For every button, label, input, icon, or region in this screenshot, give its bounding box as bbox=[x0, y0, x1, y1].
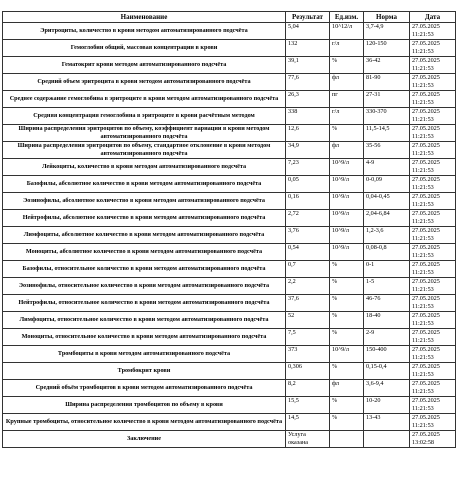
date-cell bbox=[410, 244, 456, 261]
date-value: 27.05.2025 bbox=[412, 74, 440, 81]
time-value: 11:21:53 bbox=[412, 132, 434, 140]
date-cell bbox=[410, 363, 456, 380]
time-value: 11:21:53 bbox=[412, 251, 434, 259]
date-cell bbox=[410, 57, 456, 74]
analyte-name-cell: Базофилы, относительное количество в крови методом автоматизированного подсчёта bbox=[3, 261, 286, 278]
time-value: 11:21:53 bbox=[412, 268, 434, 276]
time-value: 11:21:53 bbox=[412, 200, 434, 208]
result-cell: 3,76 bbox=[286, 227, 330, 244]
norm-cell: 2,04-6,84 bbox=[364, 210, 410, 227]
table-row bbox=[3, 125, 456, 142]
table-row bbox=[3, 414, 456, 431]
norm-cell: 4-9 bbox=[364, 159, 410, 176]
time-value: 11:21:53 bbox=[412, 421, 434, 429]
unit-cell: фл bbox=[330, 142, 364, 159]
analyte-name-cell: Тромбоциты в крови методом автоматизированного подсчёта bbox=[3, 346, 286, 363]
table-row bbox=[3, 363, 456, 380]
table-row bbox=[3, 329, 456, 346]
time-value: 11:21:53 bbox=[412, 285, 434, 293]
unit-cell: % bbox=[330, 57, 364, 74]
norm-cell: 10-20 bbox=[364, 397, 410, 414]
norm-cell: 0-1 bbox=[364, 261, 410, 278]
result-cell: 37,6 bbox=[286, 295, 330, 312]
unit-cell: 10^9/л bbox=[330, 176, 364, 193]
time-value: 11:21:53 bbox=[412, 47, 434, 55]
time-value: 11:21:53 bbox=[412, 387, 434, 395]
time-value: 11:21:53 bbox=[412, 404, 434, 412]
date-cell bbox=[410, 159, 456, 176]
unit-cell: фл bbox=[330, 74, 364, 91]
date-cell bbox=[410, 397, 456, 414]
norm-cell: 11,5-14,5 bbox=[364, 125, 410, 142]
date-value: 27.05.2025 bbox=[412, 193, 440, 200]
date-value: 27.05.2025 bbox=[412, 227, 440, 234]
analyte-name-cell: Нейтрофилы, относительное количество в крови методом автоматизированного подсчёта bbox=[3, 295, 286, 312]
date-value: 27.05.2025 bbox=[412, 329, 440, 336]
table-row bbox=[3, 176, 456, 193]
analyte-name-cell: Лимфоциты, абсолютное количество в крови методом автоматизированного подсчёта bbox=[3, 227, 286, 244]
norm-cell: 1,2-3,6 bbox=[364, 227, 410, 244]
time-value: 11:21:53 bbox=[412, 64, 434, 72]
analyte-name-cell: Эозинофилы, относительное количество в крови методом автоматизированного подсчёта bbox=[3, 278, 286, 295]
norm-cell bbox=[364, 431, 410, 448]
norm-cell: 330-370 bbox=[364, 108, 410, 125]
table-row bbox=[3, 380, 456, 397]
date-cell bbox=[410, 40, 456, 57]
norm-cell: 35-56 bbox=[364, 142, 410, 159]
analyte-name-cell: Ширина распределения тромбоцитов по объему в крови bbox=[3, 397, 286, 414]
date-value: 27.05.2025 bbox=[412, 295, 440, 302]
unit-cell: 10^9/л bbox=[330, 244, 364, 261]
unit-cell: % bbox=[330, 295, 364, 312]
date-cell bbox=[410, 23, 456, 40]
table-row bbox=[3, 261, 456, 278]
date-value: 27.05.2025 bbox=[412, 40, 440, 47]
unit-cell: % bbox=[330, 329, 364, 346]
date-cell bbox=[410, 295, 456, 312]
date-cell bbox=[410, 125, 456, 142]
header-unit: Ед.изм. bbox=[330, 12, 364, 23]
results-table bbox=[2, 11, 456, 448]
table-row bbox=[3, 23, 456, 40]
result-cell: 12,6 bbox=[286, 125, 330, 142]
time-value: 11:21:53 bbox=[412, 336, 434, 344]
result-cell: 0,16 bbox=[286, 193, 330, 210]
result-cell: 7,5 bbox=[286, 329, 330, 346]
unit-cell: % bbox=[330, 363, 364, 380]
table-row bbox=[3, 91, 456, 108]
analyte-name-cell: Лейкоциты, количество в крови методом автоматизированного подсчёта bbox=[3, 159, 286, 176]
date-cell bbox=[410, 74, 456, 91]
date-value: 27.05.2025 bbox=[412, 125, 440, 132]
unit-cell: 10^12/л bbox=[330, 23, 364, 40]
analyte-name-cell: Лимфоциты, относительное количество в крови методом автоматизированного подсчёта bbox=[3, 312, 286, 329]
table-row bbox=[3, 431, 456, 448]
result-cell: 5,04 bbox=[286, 23, 330, 40]
result-cell: 2,72 bbox=[286, 210, 330, 227]
date-value: 27.05.2025 bbox=[412, 414, 440, 421]
table-row bbox=[3, 227, 456, 244]
analyte-name-cell: Тромбокрит крови bbox=[3, 363, 286, 380]
header-norm: Норма bbox=[364, 12, 410, 23]
date-cell bbox=[410, 329, 456, 346]
unit-cell: г/л bbox=[330, 108, 364, 125]
result-cell: 0,05 bbox=[286, 176, 330, 193]
result-cell: Услуга оказана bbox=[286, 431, 330, 448]
norm-cell: 46-76 bbox=[364, 295, 410, 312]
date-cell bbox=[410, 431, 456, 448]
date-cell bbox=[410, 142, 456, 159]
date-value: 27.05.2025 bbox=[412, 261, 440, 268]
table-row bbox=[3, 278, 456, 295]
norm-cell: 27-31 bbox=[364, 91, 410, 108]
norm-cell: 13-43 bbox=[364, 414, 410, 431]
analyte-name-cell: Средний объём тромбоцитов в крови методом автоматизированного подсчёта bbox=[3, 380, 286, 397]
date-cell bbox=[410, 227, 456, 244]
unit-cell: 10^9/л bbox=[330, 210, 364, 227]
result-cell: 7,23 bbox=[286, 159, 330, 176]
result-cell: 34,9 bbox=[286, 142, 330, 159]
date-value: 27.05.2025 bbox=[412, 108, 440, 115]
table-row bbox=[3, 193, 456, 210]
norm-cell: 0,08-0,8 bbox=[364, 244, 410, 261]
table-row bbox=[3, 108, 456, 125]
table-row bbox=[3, 210, 456, 227]
result-cell: 39,1 bbox=[286, 57, 330, 74]
unit-cell: % bbox=[330, 278, 364, 295]
norm-cell: 150-400 bbox=[364, 346, 410, 363]
norm-cell: 2-9 bbox=[364, 329, 410, 346]
date-value: 27.05.2025 bbox=[412, 176, 440, 183]
result-cell: 0,7 bbox=[286, 261, 330, 278]
header-date: Дата bbox=[410, 12, 456, 23]
date-value: 27.05.2025 bbox=[412, 57, 440, 64]
lab-results-sheet bbox=[2, 11, 455, 448]
result-cell: 132 bbox=[286, 40, 330, 57]
norm-cell: 0,15-0,4 bbox=[364, 363, 410, 380]
norm-cell: 0,04-0,45 bbox=[364, 193, 410, 210]
norm-cell: 36-42 bbox=[364, 57, 410, 74]
table-row bbox=[3, 295, 456, 312]
date-value: 27.05.2025 bbox=[412, 244, 440, 251]
analyte-name-cell: Гемоглобин общий, массовая концентрации в крови bbox=[3, 40, 286, 57]
time-value: 11:21:53 bbox=[412, 115, 434, 123]
unit-cell: 10^9/л bbox=[330, 227, 364, 244]
date-value: 27.05.2025 bbox=[412, 312, 440, 319]
header-row bbox=[3, 12, 456, 23]
unit-cell: фл bbox=[330, 380, 364, 397]
result-cell: 14,5 bbox=[286, 414, 330, 431]
table-row bbox=[3, 346, 456, 363]
analyte-name-cell: Заключение bbox=[3, 431, 286, 448]
date-cell bbox=[410, 312, 456, 329]
result-cell: 15,5 bbox=[286, 397, 330, 414]
result-cell: 338 bbox=[286, 108, 330, 125]
analyte-name-cell: Средний объем эритроцита в крови методом автоматизированного подсчёта bbox=[3, 74, 286, 91]
norm-cell: 0-0,09 bbox=[364, 176, 410, 193]
time-value: 11:21:53 bbox=[412, 319, 434, 327]
time-value: 11:21:53 bbox=[412, 234, 434, 242]
date-cell bbox=[410, 176, 456, 193]
table-row bbox=[3, 312, 456, 329]
analyte-name-cell: Эритроциты, количество в крови методом автоматизированного подсчёта bbox=[3, 23, 286, 40]
result-cell: 26,3 bbox=[286, 91, 330, 108]
date-cell bbox=[410, 380, 456, 397]
result-cell: 8,2 bbox=[286, 380, 330, 397]
time-value: 11:21:53 bbox=[412, 353, 434, 361]
unit-cell bbox=[330, 431, 364, 448]
unit-cell: % bbox=[330, 125, 364, 142]
analyte-name-cell: Нейтрофилы, абсолютное количество в крови методом автоматизированного подсчёта bbox=[3, 210, 286, 227]
analyte-name-cell: Моноциты, относительное количество в крови методом автоматизированного подсчёта bbox=[3, 329, 286, 346]
table-row bbox=[3, 159, 456, 176]
time-value: 11:21:53 bbox=[412, 166, 434, 174]
date-cell bbox=[410, 261, 456, 278]
time-value: 11:21:53 bbox=[412, 370, 434, 378]
time-value: 11:21:53 bbox=[412, 217, 434, 225]
analyte-name-cell: Моноциты, абсолютное количество в крови методом автоматизированного подсчёта bbox=[3, 244, 286, 261]
unit-cell: 10^9/л bbox=[330, 193, 364, 210]
result-cell: 77,6 bbox=[286, 74, 330, 91]
unit-cell: % bbox=[330, 261, 364, 278]
time-value: 11:21:53 bbox=[412, 302, 434, 310]
unit-cell: % bbox=[330, 414, 364, 431]
table-row bbox=[3, 40, 456, 57]
date-value: 27.05.2025 bbox=[412, 431, 440, 438]
time-value: 11:21:53 bbox=[412, 81, 434, 89]
unit-cell: % bbox=[330, 312, 364, 329]
analyte-name-cell: Эозинофилы, абсолютное количество в крови методом автоматизированного подсчёта bbox=[3, 193, 286, 210]
analyte-name-cell: Базофилы, абсолютное количество в крови методом автоматизированного подсчёта bbox=[3, 176, 286, 193]
unit-cell: 10^9/л bbox=[330, 346, 364, 363]
unit-cell: пг bbox=[330, 91, 364, 108]
time-value: 11:21:53 bbox=[412, 183, 434, 191]
date-value: 27.05.2025 bbox=[412, 397, 440, 404]
time-value: 11:21:53 bbox=[412, 149, 434, 157]
date-cell bbox=[410, 414, 456, 431]
date-cell bbox=[410, 108, 456, 125]
date-value: 27.05.2025 bbox=[412, 380, 440, 387]
date-value: 27.05.2025 bbox=[412, 210, 440, 217]
norm-cell: 81-90 bbox=[364, 74, 410, 91]
date-cell bbox=[410, 278, 456, 295]
result-cell: 373 bbox=[286, 346, 330, 363]
unit-cell: г/л bbox=[330, 40, 364, 57]
date-cell bbox=[410, 193, 456, 210]
time-value: 13:02:58 bbox=[412, 438, 435, 446]
date-value: 27.05.2025 bbox=[412, 346, 440, 353]
analyte-name-cell: Ширина распределения эритроцитов по объему, коэффициент вариации в крови методом автоматизированного подсчёта bbox=[3, 125, 286, 142]
date-value: 27.05.2025 bbox=[412, 159, 440, 166]
date-cell bbox=[410, 346, 456, 363]
norm-cell: 1-5 bbox=[364, 278, 410, 295]
unit-cell: % bbox=[330, 397, 364, 414]
header-result: Результат bbox=[286, 12, 330, 23]
header-name: Наименование bbox=[3, 12, 286, 23]
date-value: 27.05.2025 bbox=[412, 23, 440, 30]
date-value: 27.05.2025 bbox=[412, 91, 440, 98]
date-value: 27.05.2025 bbox=[412, 363, 440, 370]
analyte-name-cell: Гематокрит крови методом автоматизированного подсчёта bbox=[3, 57, 286, 74]
analyte-name-cell: Крупные тромбоциты, относительное количество в крови методом автоматизированного подсчёта bbox=[3, 414, 286, 431]
table-row bbox=[3, 142, 456, 159]
time-value: 11:21:53 bbox=[412, 98, 434, 106]
result-cell: 52 bbox=[286, 312, 330, 329]
table-row bbox=[3, 397, 456, 414]
norm-cell: 120-150 bbox=[364, 40, 410, 57]
result-cell: 0,306 bbox=[286, 363, 330, 380]
results-body bbox=[3, 23, 456, 448]
result-cell: 2,2 bbox=[286, 278, 330, 295]
norm-cell: 3,7-4,9 bbox=[364, 23, 410, 40]
analyte-name-cell: Ширина распределения эритроцитов по объему, стандартное отклонение в крови методом автоматизированного подсчёта bbox=[3, 142, 286, 159]
result-cell: 0,54 bbox=[286, 244, 330, 261]
date-cell bbox=[410, 210, 456, 227]
table-row bbox=[3, 244, 456, 261]
date-value: 27.05.2025 bbox=[412, 142, 440, 149]
date-cell bbox=[410, 91, 456, 108]
norm-cell: 3,6-9,4 bbox=[364, 380, 410, 397]
unit-cell: 10^9/л bbox=[330, 159, 364, 176]
date-value: 27.05.2025 bbox=[412, 278, 440, 285]
norm-cell: 18-40 bbox=[364, 312, 410, 329]
analyte-name-cell: Средняя концентрация гемоглобина в эритроците в крови расчётным методом bbox=[3, 108, 286, 125]
table-row bbox=[3, 74, 456, 91]
time-value: 11:21:53 bbox=[412, 30, 434, 38]
table-row bbox=[3, 57, 456, 74]
analyte-name-cell: Среднее содержание гемоглобина в эритроците в крови методом автоматизированного подсчёта bbox=[3, 91, 286, 108]
